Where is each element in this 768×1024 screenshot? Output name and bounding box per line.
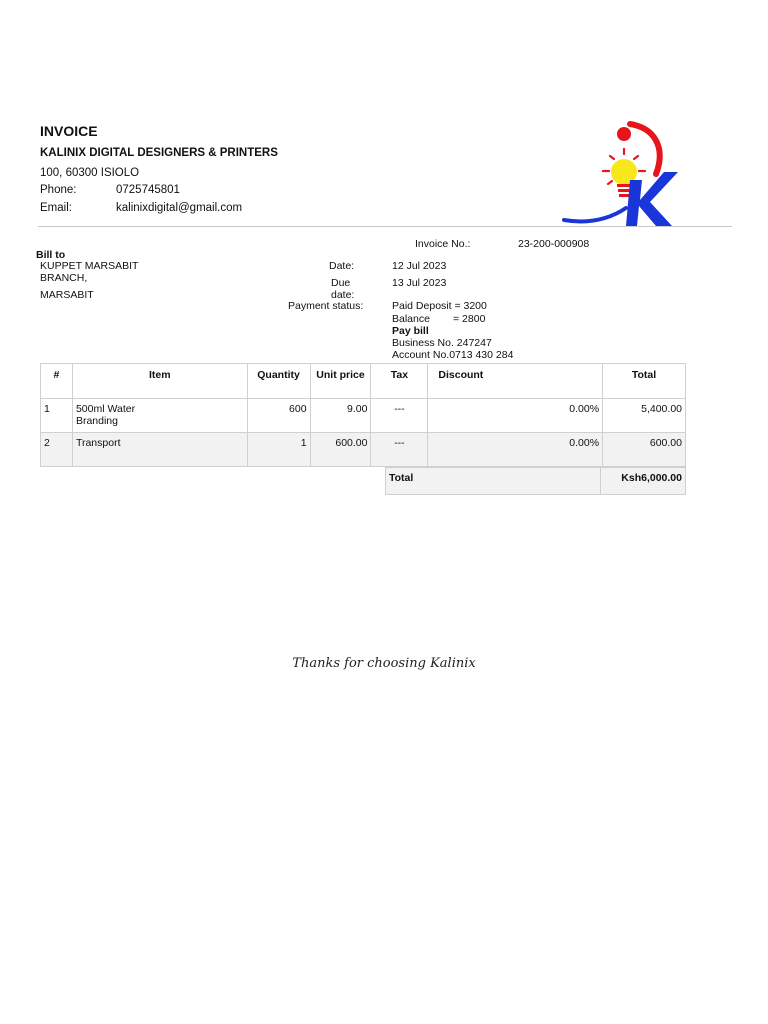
bill-to-line1: KUPPET MARSABIT [40, 260, 139, 272]
date-value: 12 Jul 2023 [392, 260, 447, 272]
table-header-row [41, 364, 686, 399]
row-quantity: 1 [247, 433, 310, 467]
items-table [40, 363, 686, 467]
row-discount: 0.00% [428, 399, 603, 433]
payment-status-label: Payment status: [288, 300, 364, 312]
due-date-label-line2: date: [331, 289, 355, 301]
row-item [72, 433, 247, 467]
balance-label: Balance [392, 313, 430, 325]
row-item [72, 399, 247, 433]
due-date-value: 13 Jul 2023 [392, 277, 447, 289]
row-tax: --- [371, 433, 428, 467]
invoice-title: INVOICE [40, 123, 98, 139]
column-header-unit-price: Unit price [310, 364, 371, 399]
email-value: kalinixdigital@gmail.com [116, 202, 243, 214]
company-address: 100, 60300 ISIOLO [40, 167, 140, 179]
total-label: Total [386, 468, 601, 495]
kalinix-logo-icon [560, 118, 685, 228]
row-unit-price: 9.00 [310, 399, 371, 433]
row-unit-price: 600.00 [310, 433, 371, 467]
invoice-no-value: 23-200-000908 [518, 238, 590, 250]
column-header-total: Total [603, 364, 686, 399]
email-label: Email: [40, 202, 72, 214]
row-item-line1: 500ml Water [75, 403, 136, 415]
row-discount: 0.00% [428, 433, 603, 467]
row-number: 1 [41, 399, 73, 433]
row-quantity: 600 [247, 399, 310, 433]
row-number: 2 [41, 433, 73, 467]
phone-label: Phone: [40, 184, 77, 196]
column-header-item: Item [72, 364, 247, 399]
totals-table [385, 467, 686, 495]
due-date-label-line1: Due [331, 277, 351, 289]
phone-value: 0725745801 [116, 184, 180, 196]
balance-value: = 2800 [453, 313, 486, 325]
date-label: Date: [329, 260, 355, 272]
invoice-no-label: Invoice No.: [415, 238, 471, 250]
paid-deposit: Paid Deposit = 3200 [392, 300, 487, 312]
column-header-quantity: Quantity [247, 364, 310, 399]
row-item-line2: Branding [75, 415, 118, 427]
column-header-tax: Tax [371, 364, 428, 399]
bill-to-label: Bill to [36, 249, 66, 261]
table-row [41, 399, 686, 433]
thanks-message: Thanks for choosing Kalinix [292, 656, 476, 671]
row-total: 600.00 [603, 433, 686, 467]
header-divider [38, 226, 732, 227]
column-header-number: # [41, 364, 73, 399]
total-row [386, 468, 686, 495]
row-tax: --- [371, 399, 428, 433]
company-name: KALINIX DIGITAL DESIGNERS & PRINTERS [40, 147, 278, 159]
account-number: Account No.0713 430 284 [392, 349, 514, 361]
column-header-discount: Discount [428, 364, 603, 399]
bill-to-line3: MARSABIT [40, 289, 94, 301]
bill-to-line2: BRANCH, [40, 272, 88, 284]
pay-bill-label: Pay bill [392, 325, 429, 337]
row-item-line1: Transport [75, 437, 121, 449]
total-value: Ksh6,000.00 [601, 468, 686, 495]
business-number: Business No. 247247 [392, 337, 492, 349]
row-total: 5,400.00 [603, 399, 686, 433]
table-row [41, 433, 686, 467]
